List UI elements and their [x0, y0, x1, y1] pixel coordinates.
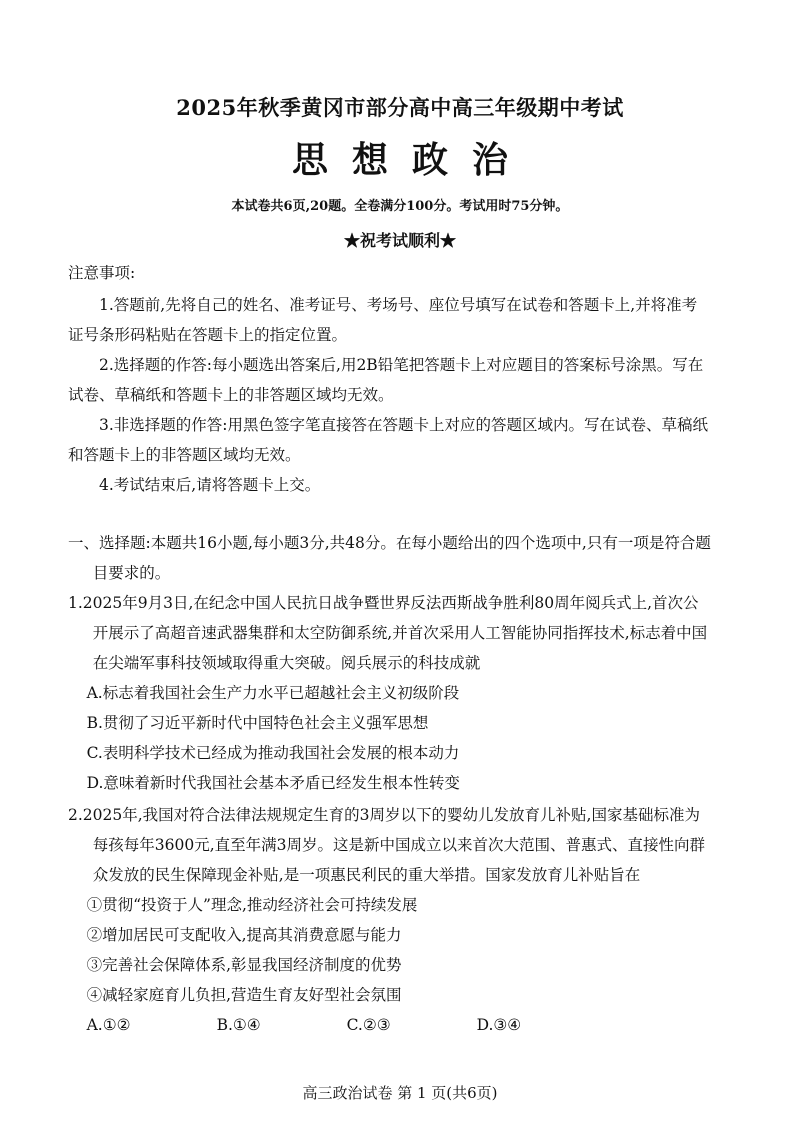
note-item: 3.非选择题的作答:用黑色签字笔直接答在答题卡上对应的答题区域内。写在试卷、草稿纸和答题卡上的非答题区域均无效。 — [68, 416, 709, 464]
statement-1: ①贯彻“投资于人”理念,推动经济社会可持续发展 — [86, 896, 418, 914]
choice-d: D.③④ — [476, 1016, 522, 1034]
question-stem: 1.2025年9月3日,在纪念中国人民抗日战争暨世界反法西斯战争胜利80周年阅兵式上,首次公开展示了高超音速武器集群和太空防御系统,并首次采用人工智能协同指挥技术,标志着中国在尖端军事科技领域取得重大突破。阅兵展示的科技成就 — [68, 594, 708, 672]
answer-choices — [68, 1010, 712, 1040]
option-a: A.标志着我国社会生产力水平已超越社会主义初级阶段 — [86, 684, 460, 702]
question-2 — [68, 800, 712, 1040]
choice-b: B.①④ — [216, 1016, 261, 1034]
question-stem: 2.2025年,我国对符合法律法规规定生育的3周岁以下的婴幼儿发放育儿补贴,国家基础标准为每孩每年3600元,直至年满3周岁。这是新中国成立以来首次大范围、普惠式、直接性向群众发放的民生保障现金补贴,是一项惠民利民的重大举措。国家发放育儿补贴旨在 — [68, 806, 706, 884]
notes-heading: 注意事项: — [68, 264, 136, 282]
exam-title: 2025年秋季黄冈市部分高中高三年级期中考试 — [176, 95, 624, 120]
option-b: B.贯彻了习近平新时代中国特色社会主义强军思想 — [86, 714, 429, 732]
option-d: D.意味着新时代我国社会基本矛盾已经发生根本性转变 — [86, 774, 460, 792]
question-1 — [68, 588, 712, 798]
section-heading — [68, 528, 712, 588]
notes-list — [68, 290, 712, 500]
choice-c: C.②③ — [346, 1016, 391, 1034]
exam-meta: 本试卷共6页,20题。全卷满分100分。考试用时75分钟。 — [231, 199, 569, 214]
note-item: 4.考试结束后,请将答题卡上交。 — [99, 476, 321, 494]
statement-4: ④减轻家庭育儿负担,营造生育友好型社会氛围 — [86, 986, 402, 1004]
page-footer: 高三政治试卷 第 1 页(共6页) — [302, 1084, 498, 1102]
note-item: 2.选择题的作答:每小题选出答案后,用2B铅笔把答题卡上对应题目的答案标号涂黑。写在试卷、草稿纸和答题卡上的非答题区域均无效。 — [68, 356, 704, 404]
good-luck-banner: ★祝考试顺利★ — [343, 231, 456, 250]
section-heading-text: 一、选择题:本题共16小题,每小题3分,共48分。在每小题给出的四个选项中,只有一项是符合题目要求的。 — [68, 534, 711, 582]
statement-2: ②增加居民可支配收入,提高其消费意愿与能力 — [86, 926, 402, 944]
subject-title: 思想政治 — [291, 139, 532, 181]
choice-a: A.①② — [86, 1016, 131, 1034]
option-c: C.表明科学技术已经成为推动我国社会发展的根本动力 — [86, 744, 460, 762]
statement-3: ③完善社会保障体系,彰显我国经济制度的优势 — [86, 956, 402, 974]
note-item: 1.答题前,先将自己的姓名、准考证号、考场号、座位号填写在试卷和答题卡上,并将准考证号条形码粘贴在答题卡上的指定位置。 — [68, 296, 698, 344]
